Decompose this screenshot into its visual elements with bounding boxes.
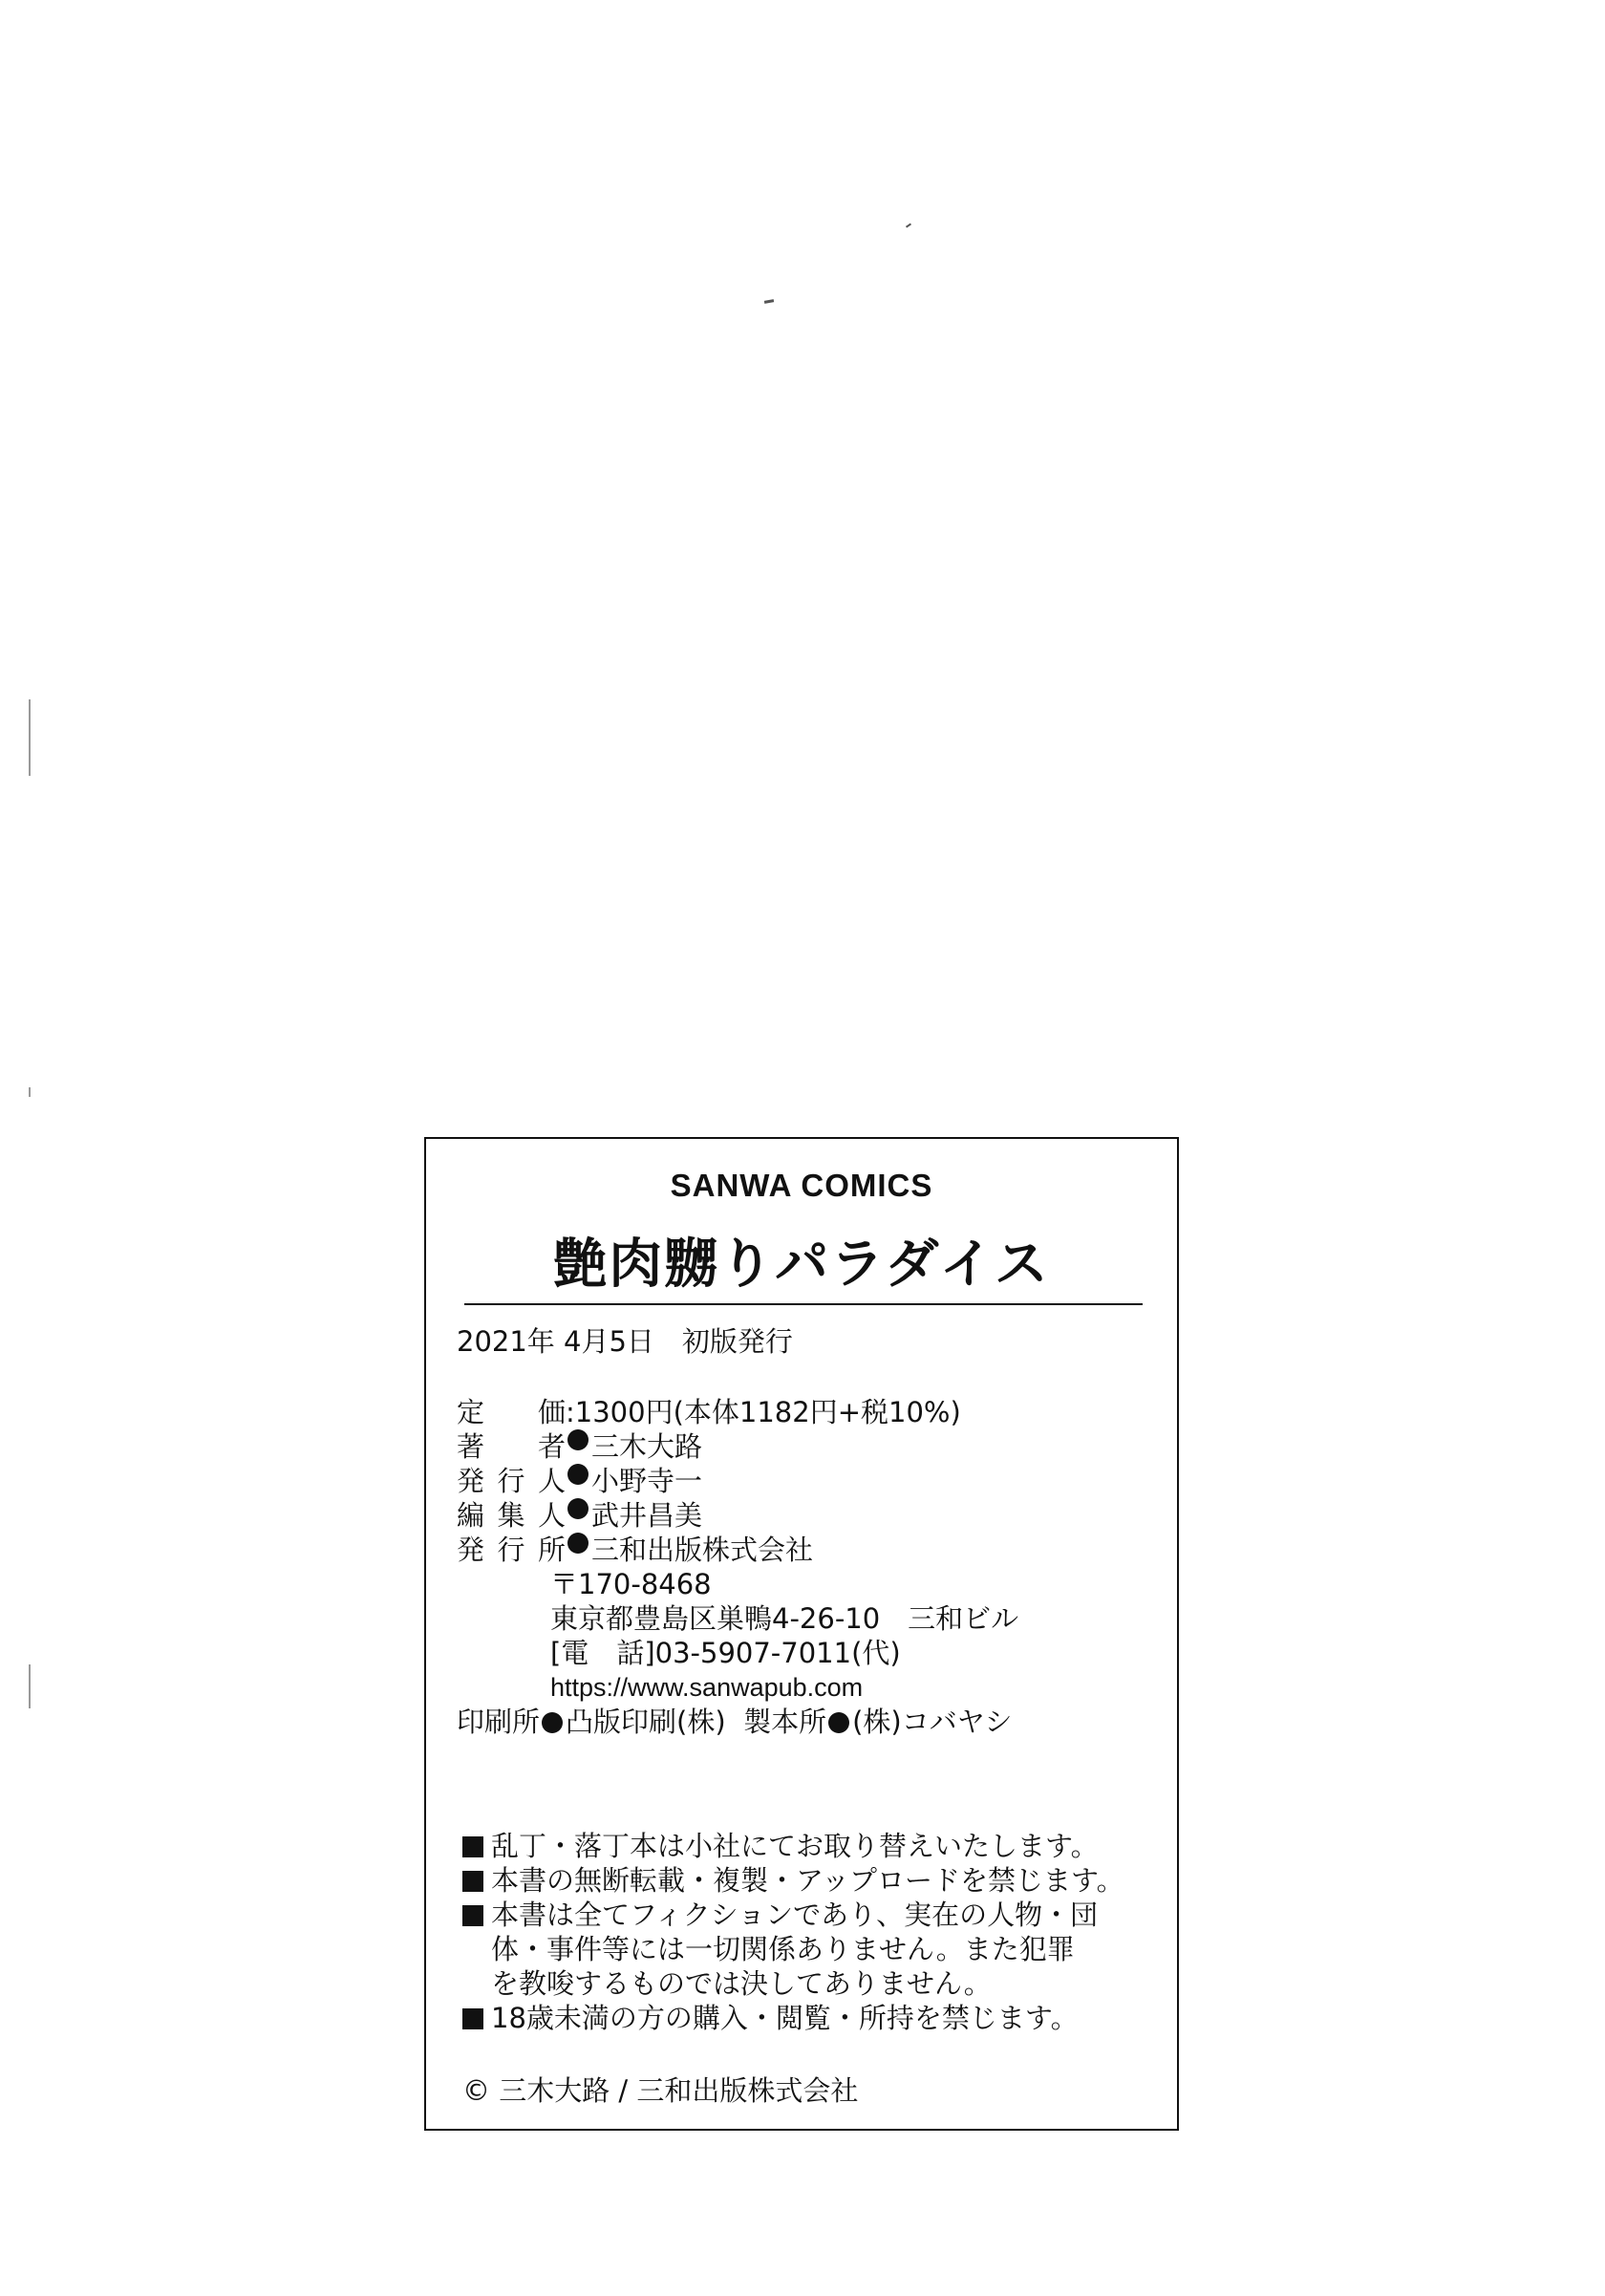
credit-value: 1300円(本体1182円+税10%) (574, 1396, 961, 1428)
binder-label: 製本所 (743, 1706, 827, 1738)
credit-value: 三和出版株式会社 (591, 1534, 814, 1566)
bullet-dot-icon (542, 1712, 563, 1733)
credit-value: 三木大路 (591, 1430, 703, 1463)
notice-item (462, 1829, 1164, 1863)
printer-name: 凸版印刷(株) (566, 1706, 726, 1738)
title-divider (464, 1303, 1143, 1305)
notice-item (462, 1898, 1164, 2001)
notice-line: 本書の無断転載・複製・アップロードを禁じます。 (491, 1864, 1124, 1897)
credit-value: 武井昌美 (591, 1499, 703, 1532)
credit-value: 小野寺一 (591, 1465, 703, 1497)
printing-row (457, 1705, 1158, 1739)
credit-label: 発行所 (457, 1534, 566, 1566)
bullet-square-icon (462, 1871, 483, 1892)
postal-code: 〒170-8468 (550, 1568, 712, 1600)
printer-label: 印刷所 (457, 1706, 541, 1738)
bullet-dot-icon (567, 1464, 588, 1485)
copyright-line: © 三木大路 / 三和出版株式会社 (462, 2074, 859, 2107)
notice-line: 本書は全てフィクションであり、実在の人物・団 (491, 1899, 1099, 1931)
credit-row-author (457, 1429, 1158, 1464)
notice-item (462, 2001, 1164, 2035)
notice-line: 体・事件等には一切関係ありません。また犯罪 (491, 1933, 1075, 1965)
credit-row-price (457, 1395, 1158, 1429)
credit-label: 編集人 (457, 1499, 566, 1532)
bullet-dot-icon (567, 1533, 588, 1554)
bullet-dot-icon (567, 1429, 588, 1450)
credit-separator: : (566, 1396, 575, 1428)
credit-label: 発行人 (457, 1465, 566, 1497)
scan-edge-mark (29, 1087, 31, 1097)
bullet-dot-icon (828, 1712, 849, 1733)
bullet-square-icon (462, 1905, 483, 1926)
scan-speck (764, 299, 774, 304)
bullet-square-icon (462, 2008, 483, 2029)
credit-label: 定価 (457, 1396, 566, 1428)
phone-number: [電 話]03-5907-7011(代) (550, 1637, 901, 1669)
bullet-dot-icon (567, 1498, 588, 1519)
notice-line: 18歳未満の方の購入・閲覧・所持を禁じます。 (491, 2002, 1079, 2034)
credit-row-publisher-person (457, 1464, 1158, 1498)
notice-line: 乱丁・落丁本は小社にてお取り替えいたします。 (491, 1830, 1099, 1862)
publisher-url[interactable]: https://www.sanwapub.com (550, 1673, 864, 1702)
colophon-box (424, 1137, 1179, 2131)
bullet-square-icon (462, 1836, 483, 1857)
scan-edge-mark (29, 1664, 31, 1708)
credit-label: 著者 (457, 1430, 566, 1463)
credit-row-publisher (457, 1533, 1158, 1567)
credits-block (457, 1395, 1158, 1739)
binder-name: (株)コバヤシ (852, 1706, 1013, 1738)
notice-item (462, 1863, 1164, 1898)
brand-label: SANWA COMICS (670, 1168, 933, 1203)
scan-edge-mark (29, 699, 31, 776)
publication-date: 2021年 4月5日 初版発行 (457, 1325, 793, 1358)
credit-row-editor (457, 1498, 1158, 1533)
book-title: 艶肉嬲りパラダイス (553, 1233, 1050, 1296)
notices-block (462, 1829, 1164, 2035)
notice-line: を教唆するものでは決してありません。 (491, 1967, 992, 2000)
street-address: 東京都豊島区巣鴨4-26-10 三和ビル (550, 1602, 1019, 1635)
scan-speck (906, 223, 911, 227)
